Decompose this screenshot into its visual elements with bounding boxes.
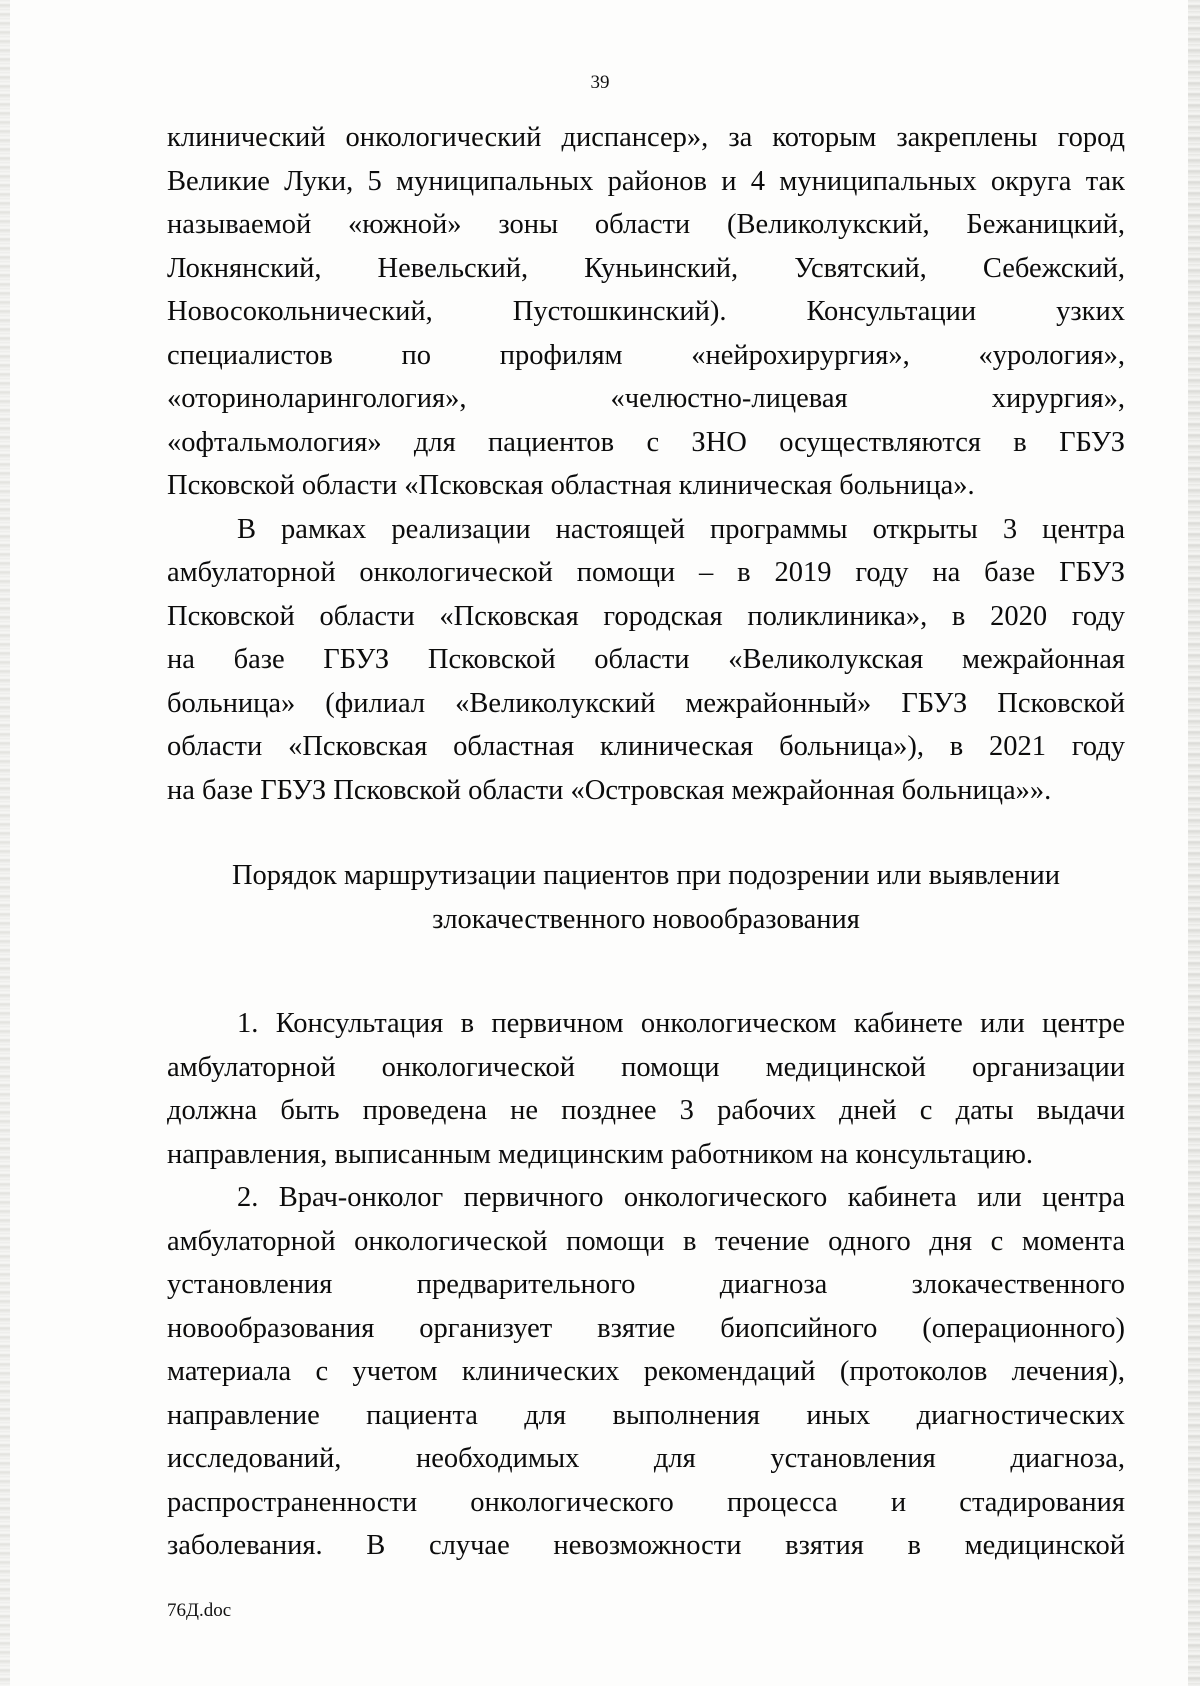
- text-line: установления предварительного диагноза злокачественного: [167, 1269, 1125, 1300]
- text-line: В рамках реализации настоящей программы открыты 3 центра: [237, 513, 1125, 545]
- paragraph-centers: [167, 508, 1125, 813]
- text-line: Новосокольнический, Пустошкинский). Консультации узких: [167, 296, 1125, 327]
- text-line: Великие Луки, 5 муниципальных районов и 4 муниципальных округа так: [167, 165, 1125, 197]
- text-line: 1. Консультация в первичном онкологическом кабинете или центре: [237, 1008, 1125, 1039]
- text-line: исследований, необходимых для установления диагноза,: [167, 1443, 1125, 1474]
- text-line: должна быть проведена не позднее 3 рабочих дней с даты выдачи: [167, 1095, 1125, 1126]
- text-line: заболевания. В случае невозможности взятия в медицинской: [167, 1530, 1125, 1561]
- paragraph-continuation: [167, 116, 1125, 508]
- heading-line: злокачественного новообразования: [432, 903, 860, 935]
- text-line: называемой «южной» зоны области (Великолукский, Бежаницкий,: [167, 209, 1125, 240]
- footer-filename: 76Д.doc: [167, 1600, 232, 1621]
- text-line: амбулаторной онкологической помощи в течение одного дня с момента: [167, 1225, 1125, 1257]
- text-line: клинический онкологический диспансер», за которым закреплены город: [167, 122, 1125, 153]
- text-line: Псковской области «Псковская областная клиническая больница».: [167, 470, 975, 501]
- text-line: на базе ГБУЗ Псковской области «Островская межрайонная больница»».: [167, 774, 1052, 806]
- text-line: Локнянский, Невельский, Куньинский, Усвятский, Себежский,: [167, 252, 1125, 284]
- text-line: Псковской области «Псковская городская поликлиника», в 2020 году: [167, 600, 1125, 632]
- text-line: направления, выписанным медицинским работником на консультацию.: [167, 1138, 1033, 1170]
- text-block-bottom: [167, 1002, 1125, 1568]
- paragraph-item-2: [167, 1176, 1125, 1568]
- scan-edge-right: [1188, 0, 1200, 1686]
- text-line: амбулаторной онкологической помощи медицинской организации: [167, 1051, 1125, 1083]
- paragraph-item-1: [167, 1002, 1125, 1176]
- text-block-top: [167, 116, 1125, 812]
- page-number: 39: [590, 72, 610, 93]
- text-line: новообразования организует взятие биопсийного (операционного): [167, 1312, 1125, 1344]
- text-line: больница» (филиал «Великолукский межрайонный» ГБУЗ Псковской: [167, 687, 1125, 719]
- text-line: направление пациента для выполнения иных диагностических: [167, 1399, 1125, 1431]
- text-line: материала с учетом клинических рекомендаций (протоколов лечения),: [167, 1356, 1125, 1387]
- scan-edge-left: [0, 0, 10, 1686]
- text-line: 2. Врач-онколог первичного онкологического кабинета или центра: [237, 1182, 1125, 1213]
- text-line: «оториноларингология», «челюстно-лицевая хирургия»,: [167, 383, 1125, 414]
- text-line: «офтальмология» для пациентов с ЗНО осуществляются в ГБУЗ: [167, 426, 1125, 458]
- section-heading: [167, 854, 1125, 941]
- text-line: амбулаторной онкологической помощи – в 2019 году на базе ГБУЗ: [167, 557, 1125, 588]
- text-line: на базе ГБУЗ Псковской области «Великолукская межрайонная: [167, 644, 1125, 675]
- text-line: специалистов по профилям «нейрохирургия», «урология»,: [167, 339, 1125, 371]
- heading-line: Порядок маршрутизации пациентов при подозрении или выявлении: [231, 860, 1061, 891]
- text-line: области «Псковская областная клиническая больница»), в 2021 году: [167, 731, 1125, 762]
- text-line: распространенности онкологического процесса и стадирования: [167, 1486, 1125, 1518]
